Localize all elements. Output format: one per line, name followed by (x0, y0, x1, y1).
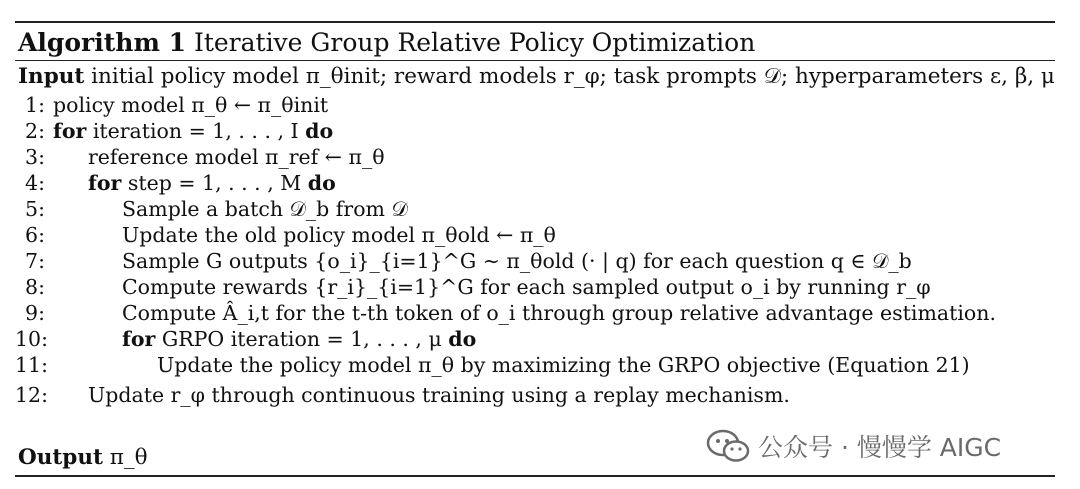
step-content (88, 170, 336, 196)
algorithm-title (18, 26, 755, 60)
step-content (122, 222, 556, 248)
step-number: 12: (15, 383, 48, 407)
step-content (122, 300, 996, 326)
algorithm-name: Iterative Group Relative Policy Optimization (186, 28, 756, 57)
title-rule (15, 60, 1055, 61)
watermark (706, 427, 1001, 465)
step-text: reference model π_ref ← π_θ (88, 145, 385, 169)
step-content (53, 92, 328, 118)
step-keyword-do: do (307, 171, 336, 195)
step-keyword-do: do (448, 327, 477, 351)
algorithm-step (15, 118, 1055, 144)
step-text: Update the policy model π_θ by maximizing the GRPO objective (Equation 21) (157, 353, 970, 377)
step-keyword-do: do (305, 119, 334, 143)
step-content (88, 382, 790, 408)
algorithm-label: Algorithm 1 (18, 28, 186, 57)
output-label: Output (18, 445, 103, 470)
step-text: iteration = 1, . . . , I (86, 119, 306, 143)
output-text: π_θ (102, 445, 148, 470)
step-content (122, 326, 476, 352)
step-content (122, 196, 408, 222)
step-keyword: for (88, 171, 122, 195)
algorithm-step (15, 222, 1055, 248)
step-text: Update the old policy model π_θold ← π_θ (122, 223, 556, 247)
step-content (122, 274, 931, 300)
step-number: 2: (25, 119, 45, 143)
output-line (18, 443, 148, 473)
step-text: Sample a batch 𝒟_b from 𝒟 (122, 197, 408, 221)
input-line (18, 62, 1055, 92)
step-number: 8: (25, 275, 45, 299)
algorithm-step (15, 300, 1055, 326)
bottom-rule (15, 475, 1055, 477)
algorithm-step (15, 170, 1055, 196)
step-text: step = 1, . . . , M (121, 171, 308, 195)
step-number: 11: (15, 353, 48, 377)
step-content (157, 352, 970, 378)
step-text: Compute Â_i,t for the t-th token of o_i through group relative advantage estimation. (122, 301, 996, 325)
algorithm-step (15, 352, 1055, 378)
step-keyword: for (53, 119, 87, 143)
watermark-text: 公众号 · 慢慢学 AIGC (758, 433, 1002, 462)
algorithm-step (15, 196, 1055, 222)
step-number: 6: (25, 223, 45, 247)
step-text: Sample G outputs {o_i}_{i=1}^G ∼ π_θold (· | q) for each question q ∈ 𝒟_b (122, 249, 912, 273)
step-text: Compute rewards {r_i}_{i=1}^G for each sampled output o_i by running r_φ (122, 275, 931, 299)
step-number: 10: (15, 327, 48, 351)
wechat-icon (706, 429, 750, 463)
algorithm-step (15, 92, 1055, 118)
algorithm-step (15, 274, 1055, 300)
step-keyword: for (122, 327, 156, 351)
step-text: GRPO iteration = 1, . . . , μ (155, 327, 449, 351)
step-number: 5: (25, 197, 45, 221)
algorithm-step (15, 144, 1055, 170)
algorithm-step (15, 326, 1055, 352)
step-number: 4: (25, 171, 45, 195)
step-content (122, 248, 912, 274)
step-content (53, 118, 333, 144)
algorithm-step (15, 382, 1055, 408)
step-number: 1: (25, 93, 45, 117)
step-text: policy model π_θ ← π_θinit (53, 93, 329, 117)
algorithm-step (15, 248, 1055, 274)
step-number: 7: (25, 249, 45, 273)
step-number: 9: (25, 301, 45, 325)
step-text: Update r_φ through continuous training using a replay mechanism. (88, 383, 790, 407)
step-content (88, 144, 385, 170)
step-number: 3: (25, 145, 45, 169)
input-label: Input (18, 64, 85, 89)
top-rule (15, 21, 1055, 23)
input-text: initial policy model π_θinit; reward models r_φ; task prompts 𝒟; hyperparameters ε, β, μ (84, 64, 1055, 89)
